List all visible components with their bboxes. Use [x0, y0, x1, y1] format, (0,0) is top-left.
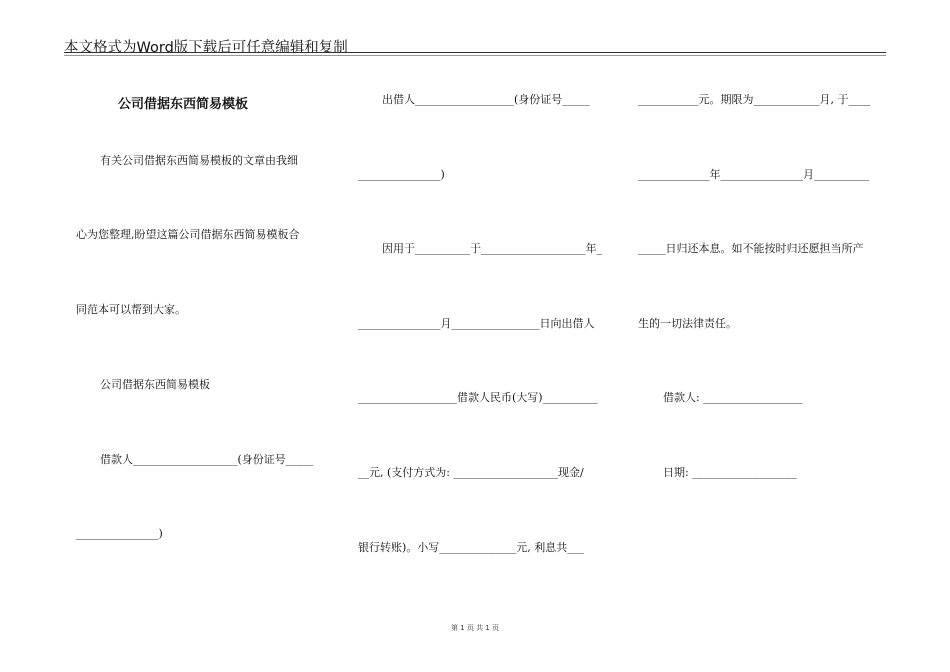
col1-paragraph-3: 同范本可以帮到大家。 — [76, 303, 186, 316]
col2-id-line: _______________) — [358, 168, 445, 181]
col1-id-line: _______________) — [76, 527, 163, 540]
document-header: 本文格式为Word版下载后可任意编辑和复制 — [64, 40, 348, 56]
col3-signature-line: 借款人: __________________ — [663, 391, 803, 404]
col2-purpose-line: 因用于__________于___________________年_ — [382, 242, 602, 255]
col3-due-line: _____________年_______________月__________ — [638, 168, 869, 181]
header-rule — [64, 52, 886, 53]
page-number: 第 1 页 共 1 页 — [450, 624, 500, 632]
col2-date-line: _______________月________________日向出借人 — [358, 317, 595, 330]
col2-amount-line: __________________借款人民币(大写)__________ — [358, 391, 598, 404]
col2-lender-line: 出借人__________________(身份证号_____ — [382, 93, 590, 106]
col2-payment-line: __元, (支付方式为: ___________________现金/ — [358, 466, 584, 479]
header-rule-secondary — [64, 55, 886, 56]
document-title: 公司借据东西简易模板 — [118, 97, 249, 112]
col3-term-line: ___________元。期限为____________月, 于____ — [638, 93, 871, 106]
col1-paragraph-1: 有关公司借据东西简易模板的文章由我细 — [100, 154, 298, 167]
col1-borrower-line: 借款人___________________(身份证号_____ — [100, 453, 314, 466]
col3-repay-line: _____日归还本息。如不能按时归还愿担当所产 — [638, 242, 864, 255]
col3-signing-date-line: 日期: ___________________ — [663, 466, 797, 479]
col1-paragraph-2: 心为您整理,盼望这篇公司借据东西简易模板合 — [76, 228, 300, 241]
col2-transfer-line: 银行转账)。小写______________元, 利息共___ — [358, 541, 584, 554]
col3-liability-line: 生的一切法律责任。 — [638, 317, 737, 330]
col1-subtitle: 公司借据东西简易模板 — [100, 378, 210, 391]
